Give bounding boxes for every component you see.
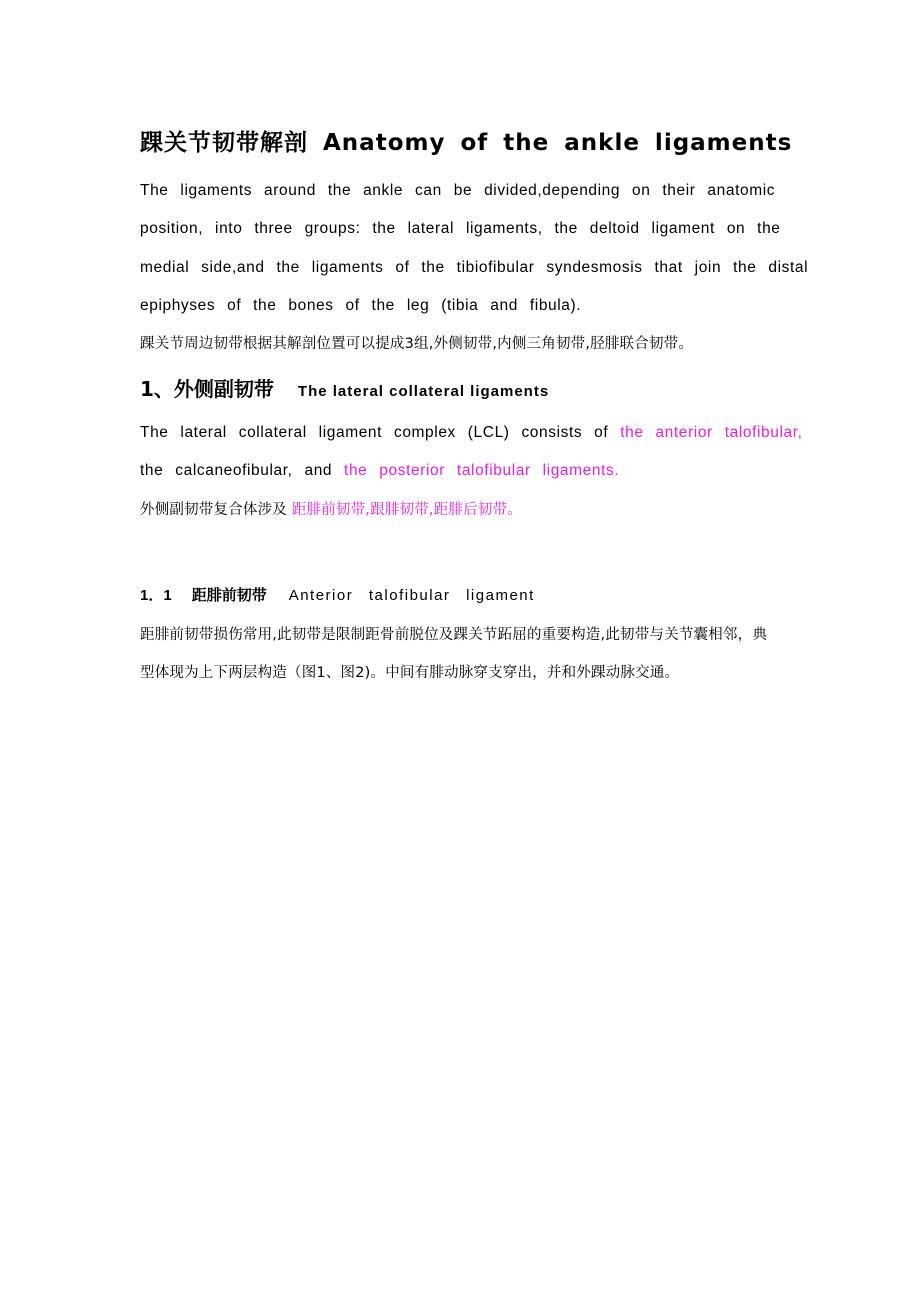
document-title: 踝关节韧带解剖 Anatomy of the ankle ligaments <box>140 130 793 156</box>
section-1-text-part2: the calcaneofibular, and <box>140 462 345 480</box>
section-1-english-paragraph <box>140 414 810 491</box>
section-1-chinese-paragraph <box>140 491 810 529</box>
intro-chinese-paragraph: 踝关节周边韧带根据其解剖位置可以提成3组,外侧韧带,内侧三角韧带,胫腓联合韧带。 <box>140 336 694 353</box>
section-1-text-part1: The lateral collateral ligament complex (LCL) consists of <box>140 424 621 442</box>
section-1-1-heading <box>140 575 810 616</box>
section-1-heading <box>140 367 810 414</box>
section-1-highlight-posterior: the posterior talofibular ligaments. <box>344 462 620 480</box>
section-1-chinese-text: 外侧副韧带复合体涉及 <box>140 501 287 518</box>
section-1-1-chinese-paragraph: 距腓前韧带损伤常用,此韧带是限制距骨前脱位及踝关节跖屈的重要构造,此韧带与关节囊相邻，典型体现为上下两层构造（图1、图2)。中间有腓动脉穿支穿出，并和外踝动脉交通。 <box>140 626 768 681</box>
section-1-1-heading-chinese: 距腓前韧带 <box>191 585 267 604</box>
intro-english-paragraph: The ligaments around the ankle can be divided,depending on their anatomic position, into three groups: the lateral ligaments, the deltoid ligament on the medial side,and the ligaments of the tibiofibular syndesmosis that join the distal epiphyses of the bones of the leg (tibia and fibula). <box>140 182 809 314</box>
section-1-1-number: 1．1 <box>140 586 172 604</box>
section-1-chinese-highlight: 距腓前韧带,跟腓韧带,距腓后韧带。 <box>291 501 522 518</box>
section-1-heading-english: The lateral collateral ligaments <box>297 383 550 401</box>
section-1-1-heading-english: Anterior talofibular ligament <box>288 586 535 604</box>
section-1-highlight-anterior: the anterior talofibular, <box>620 424 803 442</box>
section-1-heading-chinese: 1、外侧副韧带 <box>140 377 274 402</box>
